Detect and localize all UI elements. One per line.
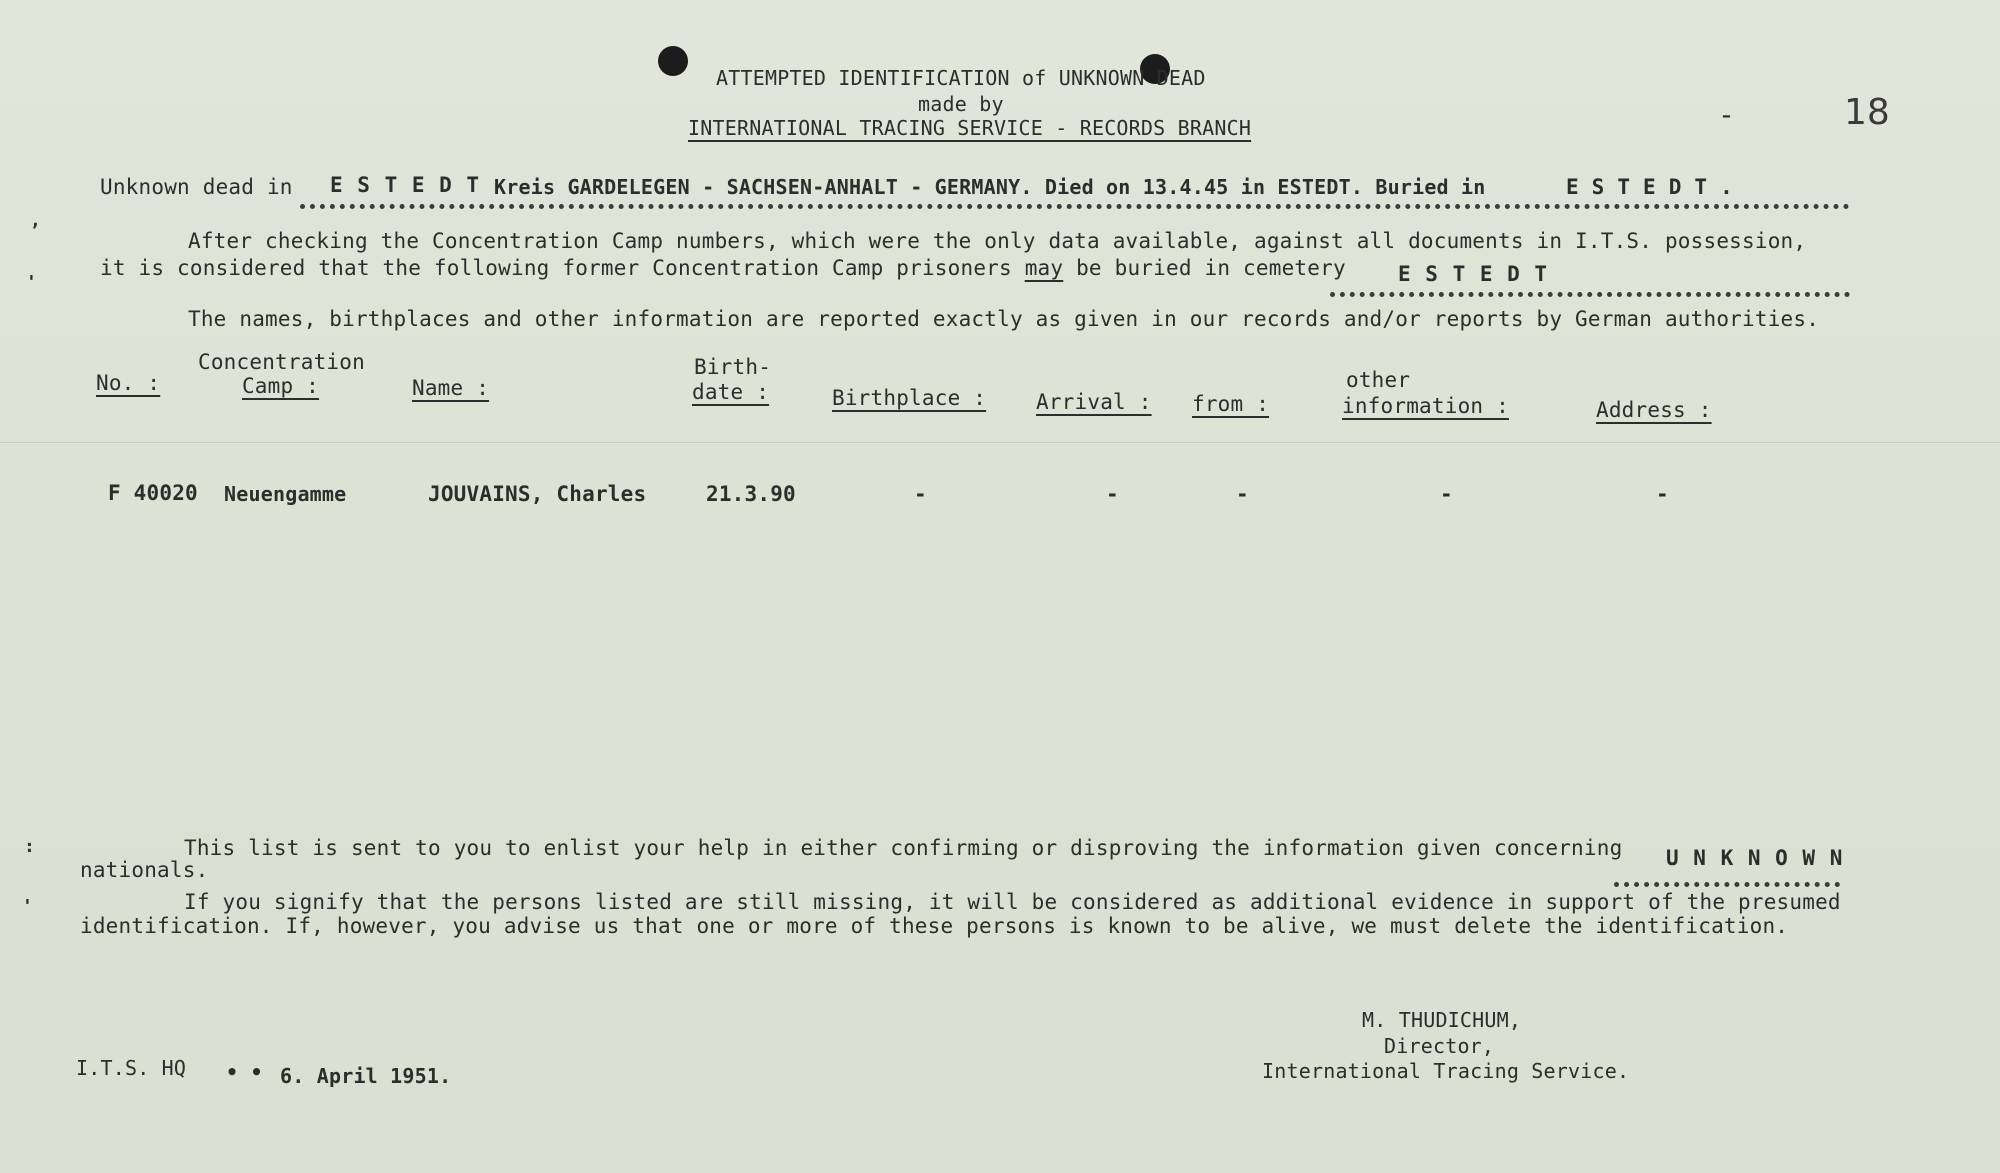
fold-line [0, 442, 2000, 443]
unknown-dead-label: Unknown dead in [100, 175, 293, 199]
page-number: 18 [1844, 92, 1890, 133]
organization-heading: INTERNATIONAL TRACING SERVICE - RECORDS BRANCH [688, 116, 1252, 140]
header-name: Name : [412, 376, 490, 400]
header-camp-top: Concentration [198, 350, 365, 374]
cemetery-name: E S T E D T [1398, 262, 1549, 286]
cell-address: - [1656, 482, 1669, 506]
signatory-title: Director, [1384, 1034, 1495, 1058]
place-name: E S T E D T [330, 173, 481, 197]
cell-arrival: - [1106, 482, 1119, 506]
cell-camp: Neuengamme [224, 482, 347, 506]
signatory-organization: International Tracing Service. [1262, 1059, 1630, 1083]
header-from: from : [1192, 392, 1270, 416]
cell-from: - [1236, 482, 1249, 506]
closing-paragraph2-line1: If you signify that the persons listed are still missing, it will be considered as additional evidence in support of the presumed [184, 890, 1841, 914]
closing-paragraph2-line2: identification. If, however, you advise us that one or more of these persons is known to be alive, we must delete the identification. [80, 914, 1789, 938]
reporting-note: The names, birthplaces and other information are reported exactly as given in our records and/or reports by German authorities. [188, 307, 1820, 331]
made-by-text: made by [918, 92, 1004, 116]
intro-paragraph-line1: After checking the Concentration Camp numbers, which were the only data available, against all documents in I.T.S. possession, [188, 229, 1807, 253]
header-other-bottom: information : [1342, 394, 1509, 418]
margin-mark: : [24, 836, 35, 857]
margin-mark: ' [22, 896, 33, 917]
cell-name: JOUVAINS, Charles [428, 482, 647, 506]
cell-birthdate: 21.3.90 [706, 482, 796, 506]
dotted-leader [1330, 292, 1850, 297]
signatory-name: M. THUDICHUM, [1362, 1008, 1522, 1032]
closing-paragraph1-line1: This list is sent to you to enlist your help in either confirming or disproving the information given concerning [184, 836, 1623, 860]
intro-paragraph-line2: it is considered that the following former Concentration Camp prisoners may be buried in cemetery [100, 256, 1346, 280]
cell-birthplace: - [914, 482, 927, 506]
dotted-leader [1614, 882, 1840, 887]
cell-other: - [1440, 482, 1453, 506]
dotted-leader [300, 204, 1850, 209]
cell-no: F 40020 [108, 481, 198, 505]
page-mark: - [1718, 98, 1736, 131]
header-camp-bottom: Camp : [241, 374, 320, 398]
margin-mark: , [30, 210, 41, 231]
punch-hole-left [658, 46, 688, 76]
header-no: No. : [96, 371, 161, 395]
header-other-top: other [1346, 368, 1411, 392]
footer-dots: • • [226, 1060, 263, 1084]
nationality-text: U N K N O W N [1666, 846, 1844, 870]
margin-mark: ' [26, 272, 37, 293]
document-title: ATTEMPTED IDENTIFICATION of UNKNOWN DEAD [716, 66, 1206, 90]
death-details: Kreis GARDELEGEN - SACHSEN-ANHALT - GERMANY. Died on 13.4.45 in ESTEDT. Buried in [494, 175, 1486, 199]
footer-hq: I.T.S. HQ [76, 1056, 187, 1080]
closing-paragraph1-line2: nationals. [80, 858, 209, 882]
footer-date: 6. April 1951. [280, 1064, 452, 1088]
header-address: Address : [1596, 398, 1712, 422]
header-birthdate-top: Birth- [694, 355, 772, 379]
header-arrival: Arrival : [1036, 390, 1152, 414]
header-birthplace: Birthplace : [832, 386, 987, 410]
burial-place: E S T E D T . [1566, 175, 1733, 199]
header-birthdate-bottom: date : [692, 380, 770, 404]
